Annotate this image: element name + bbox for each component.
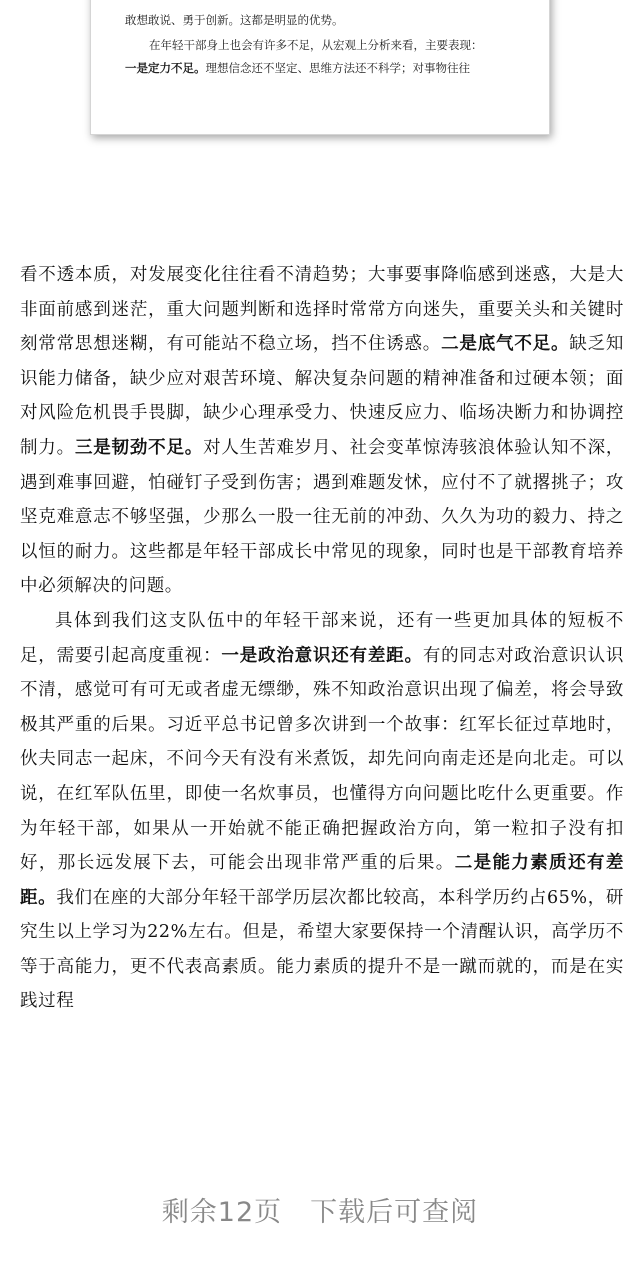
paragraph-1 bbox=[20, 258, 624, 604]
paragraph-1-text-a: 看不透本质，对发展变化往往看不清趋势；大事要事降临感到迷惑，大是大非面前感到迷茫，重大问题判断和选择时常常方向迷失，重要关头和关键时刻常常思想迷糊，有可能站不稳立场，挡不住诱惑。 bbox=[20, 265, 624, 355]
paragraph-2-text-e: 我们在座的大部分年轻干部学历层次都比较高，本科学历约占65%，研究生以上学习为22%左右。但是，希望大家要保持一个清醒认识，高学历不等于高能力，更不代表高素质。能力素质的提升不是一蹴而就的，而是在实践过程 bbox=[20, 887, 624, 1012]
paragraph-2-text-a: 具体到我们这支队伍中的年轻干部来说，还有一些更加具体的短板不足，需要引起高度重视： bbox=[20, 610, 624, 666]
remaining-pages-download-link[interactable]: 剩余12页 下载后可查阅 bbox=[161, 1197, 479, 1228]
paragraph-2 bbox=[20, 604, 624, 1019]
paragraph-2-heading-2: 二是能力素质还有差距。 bbox=[20, 853, 624, 908]
document-preview-card bbox=[90, 0, 550, 135]
document-body bbox=[20, 258, 624, 1019]
preview-line-3-bold: 一是定力不足。 bbox=[125, 61, 206, 75]
paragraph-2-heading-1: 一是政治意识还有差距。 bbox=[221, 645, 423, 666]
preview-line-3 bbox=[125, 57, 535, 79]
preview-line-1: 敢想敢说、勇于创新。这都是明显的优势。 bbox=[125, 13, 344, 27]
paragraph-1-heading-2: 二是底气不足。 bbox=[441, 334, 570, 355]
paragraph-1-text-c: 缺乏知识能力储备，缺少应对艰苦环境、解决复杂问题的精神准备和过硬本领；面对风险危机畏手畏脚，缺少心理承受力、快速反应力、临场决断力和协调控制力。 bbox=[20, 334, 624, 458]
paragraph-2-text-c: 有的同志对政治意识认识不清，感觉可有可无或者虚无缥缈，殊不知政治意识出现了偏差，将会导致极其严重的后果。习近平总书记曾多次讲到一个故事：红军长征过草地时，伙夫同志一起床，不问今天有没有米煮饭，却先问向南走还是向北走。可以说，在红军队伍里，即使一名炊事员，也懂得方向问题比吃什么更重要。作为年轻干部，如果从一开始就不能正确把握政治方向，第一粒扣子没有扣好，那长远发展下去，可能会出现非常严重的后果。 bbox=[20, 645, 624, 874]
preview-line-3-text: 理想信念还不坚定、思维方法还不科学；对事物往往 bbox=[205, 61, 470, 75]
preview-line-2: 在年轻干部身上也会有许多不足，从宏观上分析来看，主要表现： bbox=[149, 38, 483, 52]
paragraph-1-text-e: 对人生苦难岁月、社会变革惊涛骇浪体验认知不深，遇到难事回避，怕碰钉子受到伤害；遇到难题发怵，应付不了就撂挑子；攻坚克难意志不够坚强，少那么一股一往无前的冲劲、久久为功的毅力、持之以恒的耐力。这些都是年轻干部成长中常见的现象，同时也是干部教育培养中必须解决的问题。 bbox=[20, 437, 624, 597]
paragraph-1-heading-3: 三是韧劲不足。 bbox=[74, 437, 204, 458]
